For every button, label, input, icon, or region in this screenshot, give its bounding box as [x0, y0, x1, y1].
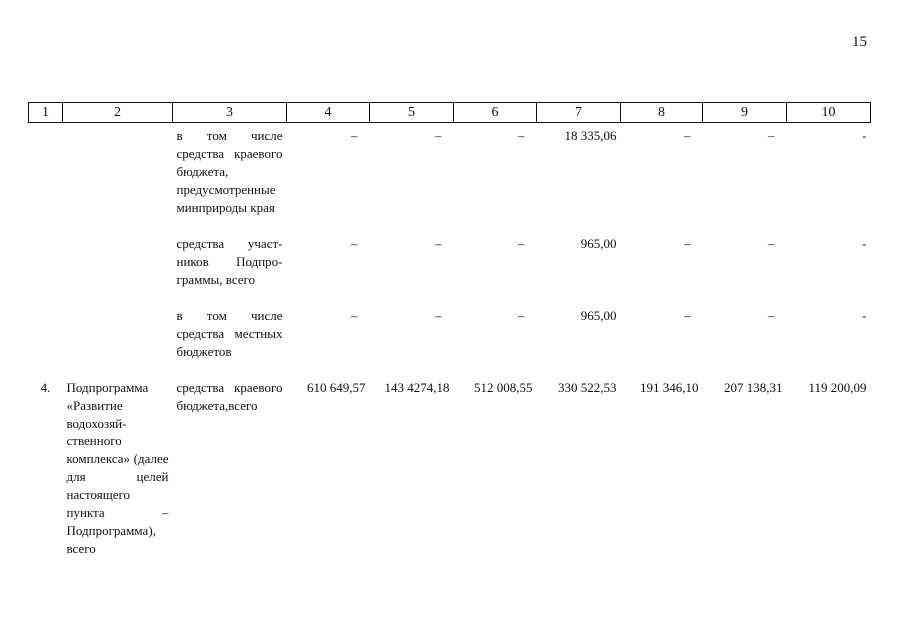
row-spacer	[29, 361, 871, 375]
column-number-row	[29, 103, 871, 123]
value-cell: 207 138,31	[724, 379, 783, 395]
page-number: 15	[852, 34, 867, 50]
value-cell	[370, 303, 454, 361]
column-header: 1	[29, 103, 63, 123]
row-index: 4.	[40, 379, 51, 395]
value-cell	[287, 303, 370, 361]
value-text: –	[351, 307, 358, 323]
value-text: –	[518, 236, 525, 251]
program-name	[63, 303, 173, 361]
table-row	[29, 375, 871, 558]
column-header: 6	[454, 103, 537, 123]
value-cell: 18 335,06	[564, 128, 617, 144]
table-row	[29, 231, 871, 289]
value-cell: 143 4274,18	[384, 379, 450, 395]
funding-source: в том числе средства местных бюджетов	[176, 307, 283, 359]
row-index	[29, 303, 63, 361]
value-cell	[621, 231, 703, 289]
value-cell	[287, 123, 370, 217]
value-text: –	[435, 128, 442, 144]
value-cell: 610 649,57	[307, 379, 366, 395]
value-cell	[454, 303, 537, 361]
value-cell: 512 008,55	[474, 379, 533, 395]
value-cell	[703, 303, 787, 361]
column-header: 7	[537, 103, 621, 123]
spacer-cell	[29, 289, 871, 303]
program-name	[63, 123, 173, 217]
funding-source: средства краевого бюджета,всего	[176, 379, 283, 413]
row-spacer	[29, 217, 871, 231]
value-cell: 965,00	[580, 307, 617, 323]
funding-source: средства участников Подпрограммы, всего	[176, 236, 283, 287]
value-cell: 965,00	[580, 236, 617, 251]
value-cell: 119 200,09	[808, 379, 867, 395]
spacer-cell	[29, 361, 871, 375]
program-name: Подпрограмма «Развитие водохозяйственного комплекса» (далее для целей настоящего пункта – Подпрограмма), всего	[66, 379, 169, 557]
value-cell: -	[862, 307, 867, 323]
column-header: 5	[370, 103, 454, 123]
value-text: –	[684, 128, 691, 144]
value-cell: -	[862, 236, 867, 251]
value-cell	[454, 231, 537, 289]
value-cell	[454, 123, 537, 217]
column-header: 9	[703, 103, 787, 123]
column-header: 8	[621, 103, 703, 123]
value-cell	[703, 231, 787, 289]
column-header: 3	[173, 103, 287, 123]
value-cell	[703, 123, 787, 217]
value-text: –	[518, 128, 525, 144]
value-text: –	[684, 236, 691, 251]
spacer-cell	[29, 217, 871, 231]
table-row	[29, 303, 871, 361]
value-cell	[370, 123, 454, 217]
value-text: –	[768, 128, 775, 144]
budget-table	[28, 102, 871, 558]
value-cell	[621, 123, 703, 217]
value-text: –	[768, 307, 775, 323]
row-index	[29, 231, 63, 289]
value-text: –	[684, 307, 691, 323]
value-text: –	[435, 307, 442, 323]
value-cell	[287, 231, 370, 289]
table-row	[29, 123, 871, 217]
program-name	[63, 231, 173, 289]
column-header: 10	[787, 103, 871, 123]
column-header: 4	[287, 103, 370, 123]
column-header: 2	[63, 103, 173, 123]
value-text: –	[435, 236, 442, 251]
value-cell	[370, 231, 454, 289]
value-cell: 191 346,10	[640, 379, 699, 395]
value-cell: 330 522,53	[558, 379, 617, 395]
value-text: –	[768, 236, 775, 251]
value-text: –	[351, 236, 358, 251]
row-index	[29, 123, 63, 217]
value-cell	[621, 303, 703, 361]
row-spacer	[29, 289, 871, 303]
funding-source: в том числе средства краевого бюджета, предусмотренные минприроды края	[176, 128, 283, 216]
value-text: –	[351, 128, 358, 144]
value-text: –	[518, 307, 525, 323]
value-cell: -	[862, 128, 867, 144]
